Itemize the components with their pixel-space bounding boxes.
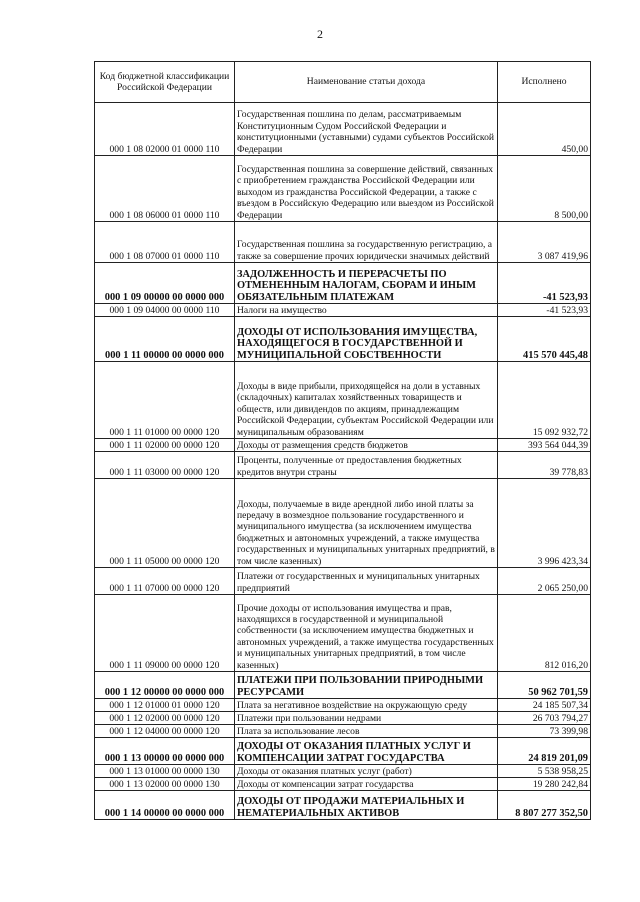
code-cell: 000 1 12 02000 00 0000 120 bbox=[95, 712, 235, 725]
name-cell: Государственная пошлина за совершение действий, связанных с приобретением гражданства Российской Федерации или выходом из гражданства Российской Федерации, а также с въездом в Российскую Федерацию или выездом из Российской Федерации bbox=[235, 156, 498, 222]
table-row bbox=[95, 568, 591, 595]
amount-cell: 39 778,83 bbox=[498, 452, 591, 479]
table-row bbox=[95, 479, 591, 568]
table-row bbox=[95, 317, 591, 362]
code-cell: 000 1 08 07000 01 0000 110 bbox=[95, 222, 235, 263]
header-code: Код бюджетной классификации Российской Федерации bbox=[95, 62, 235, 103]
table-row bbox=[95, 304, 591, 317]
code-cell: 000 1 08 02000 01 0000 110 bbox=[95, 103, 235, 156]
amount-cell: 8 500,00 bbox=[498, 156, 591, 222]
code-cell: 000 1 08 06000 01 0000 110 bbox=[95, 156, 235, 222]
amount-cell: 3 087 419,96 bbox=[498, 222, 591, 263]
code-cell: 000 1 09 04000 00 0000 110 bbox=[95, 304, 235, 317]
name-cell: Доходы, получаемые в виде арендной либо иной платы за передачу в возмездное пользование государственного и муниципального имущества (за исключением имущества бюджетных и автономных учреждений, а также имущества государственных и муниципальных унитарных предприятий, в том числе казенных) bbox=[235, 479, 498, 568]
name-cell: Платежи от государственных и муниципальных унитарных предприятий bbox=[235, 568, 498, 595]
table-row bbox=[95, 439, 591, 452]
revenue-table bbox=[94, 61, 591, 820]
code-cell: 000 1 14 00000 00 0000 000 bbox=[95, 791, 235, 820]
table-row bbox=[95, 778, 591, 791]
amount-cell: 50 962 701,59 bbox=[498, 672, 591, 699]
name-cell: Доходы в виде прибыли, приходящейся на доли в уставных (складочных) капиталах хозяйственных товариществ и обществ, или дивидендов по акциям, принадлежащим Российской Федерации, субъектам Российской Федерации или муниципальным образованиям bbox=[235, 362, 498, 439]
amount-cell: 73 399,98 bbox=[498, 725, 591, 738]
amount-cell: 15 092 932,72 bbox=[498, 362, 591, 439]
table-row bbox=[95, 672, 591, 699]
code-cell: 000 1 11 07000 00 0000 120 bbox=[95, 568, 235, 595]
code-cell: 000 1 09 00000 00 0000 000 bbox=[95, 263, 235, 304]
table-row bbox=[95, 103, 591, 156]
amount-cell: 2 065 250,00 bbox=[498, 568, 591, 595]
code-cell: 000 1 11 05000 00 0000 120 bbox=[95, 479, 235, 568]
table-row bbox=[95, 362, 591, 439]
header-name: Наименование статьи дохода bbox=[235, 62, 498, 103]
code-cell: 000 1 11 02000 00 0000 120 bbox=[95, 439, 235, 452]
code-cell: 000 1 13 00000 00 0000 000 bbox=[95, 738, 235, 765]
name-cell: Государственная пошлина за государственную регистрацию, а также за совершение прочих юридически значимых действий bbox=[235, 222, 498, 263]
code-cell: 000 1 13 01000 00 0000 130 bbox=[95, 765, 235, 778]
name-cell: Платежи при пользовании недрами bbox=[235, 712, 498, 725]
table-row bbox=[95, 263, 591, 304]
amount-cell: 3 996 423,34 bbox=[498, 479, 591, 568]
table-row bbox=[95, 765, 591, 778]
name-cell: Проценты, полученные от предоставления бюджетных кредитов внутри страны bbox=[235, 452, 498, 479]
name-cell: ДОХОДЫ ОТ ОКАЗАНИЯ ПЛАТНЫХ УСЛУГ И КОМПЕНСАЦИИ ЗАТРАТ ГОСУДАРСТВА bbox=[235, 738, 498, 765]
table-body bbox=[95, 103, 591, 820]
amount-cell: 24 185 507,34 bbox=[498, 699, 591, 712]
code-cell: 000 1 11 01000 00 0000 120 bbox=[95, 362, 235, 439]
amount-cell: 415 570 445,48 bbox=[498, 317, 591, 362]
amount-cell: 8 807 277 352,50 bbox=[498, 791, 591, 820]
amount-cell: 19 280 242,84 bbox=[498, 778, 591, 791]
table-row bbox=[95, 725, 591, 738]
table-header-row bbox=[95, 62, 591, 103]
name-cell: Доходы от компенсации затрат государства bbox=[235, 778, 498, 791]
amount-cell: 812 016,20 bbox=[498, 595, 591, 672]
code-cell: 000 1 11 09000 00 0000 120 bbox=[95, 595, 235, 672]
table-row bbox=[95, 712, 591, 725]
table-row bbox=[95, 222, 591, 263]
table-row bbox=[95, 791, 591, 820]
name-cell: Доходы от оказания платных услуг (работ) bbox=[235, 765, 498, 778]
name-cell: ДОХОДЫ ОТ ИСПОЛЬЗОВАНИЯ ИМУЩЕСТВА, НАХОДЯЩЕГОСЯ В ГОСУДАРСТВЕННОЙ И МУНИЦИПАЛЬНОЙ СОБСТВЕННОСТИ bbox=[235, 317, 498, 362]
code-cell: 000 1 11 03000 00 0000 120 bbox=[95, 452, 235, 479]
table-row bbox=[95, 699, 591, 712]
name-cell: ЗАДОЛЖЕННОСТЬ И ПЕРЕРАСЧЕТЫ ПО ОТМЕНЕННЫМ НАЛОГАМ, СБОРАМ И ИНЫМ ОБЯЗАТЕЛЬНЫМ ПЛАТЕЖАМ bbox=[235, 263, 498, 304]
name-cell: Плата за использование лесов bbox=[235, 725, 498, 738]
name-cell: Прочие доходы от использования имущества и прав, находящихся в государственной и муниципальной собственности (за исключением имущества бюджетных и автономных учреждений, а также имущества государственных и муниципальных унитарных предприятий, в том числе казенных) bbox=[235, 595, 498, 672]
code-cell: 000 1 12 04000 00 0000 120 bbox=[95, 725, 235, 738]
amount-cell: -41 523,93 bbox=[498, 263, 591, 304]
code-cell: 000 1 11 00000 00 0000 000 bbox=[95, 317, 235, 362]
name-cell: Налоги на имущество bbox=[235, 304, 498, 317]
amount-cell: 450,00 bbox=[498, 103, 591, 156]
table-row bbox=[95, 595, 591, 672]
page-number: 2 bbox=[317, 27, 323, 41]
name-cell: Доходы от размещения средств бюджетов bbox=[235, 439, 498, 452]
amount-cell: 393 564 044,39 bbox=[498, 439, 591, 452]
amount-cell: -41 523,93 bbox=[498, 304, 591, 317]
name-cell: Государственная пошлина по делам, рассматриваемым Конституционным Судом Российской Федерации и конституционными (уставными) судами субъектов Российской Федерации bbox=[235, 103, 498, 156]
code-cell: 000 1 12 00000 00 0000 000 bbox=[95, 672, 235, 699]
code-cell: 000 1 13 02000 00 0000 130 bbox=[95, 778, 235, 791]
code-cell: 000 1 12 01000 01 0000 120 bbox=[95, 699, 235, 712]
table-row bbox=[95, 156, 591, 222]
amount-cell: 24 819 201,09 bbox=[498, 738, 591, 765]
amount-cell: 26 703 794,27 bbox=[498, 712, 591, 725]
name-cell: ПЛАТЕЖИ ПРИ ПОЛЬЗОВАНИИ ПРИРОДНЫМИ РЕСУРСАМИ bbox=[235, 672, 498, 699]
amount-cell: 5 538 958,25 bbox=[498, 765, 591, 778]
table-row bbox=[95, 452, 591, 479]
name-cell: Плата за негативное воздействие на окружающую среду bbox=[235, 699, 498, 712]
header-amount: Исполнено bbox=[498, 62, 591, 103]
table-row bbox=[95, 738, 591, 765]
name-cell: ДОХОДЫ ОТ ПРОДАЖИ МАТЕРИАЛЬНЫХ И НЕМАТЕРИАЛЬНЫХ АКТИВОВ bbox=[235, 791, 498, 820]
